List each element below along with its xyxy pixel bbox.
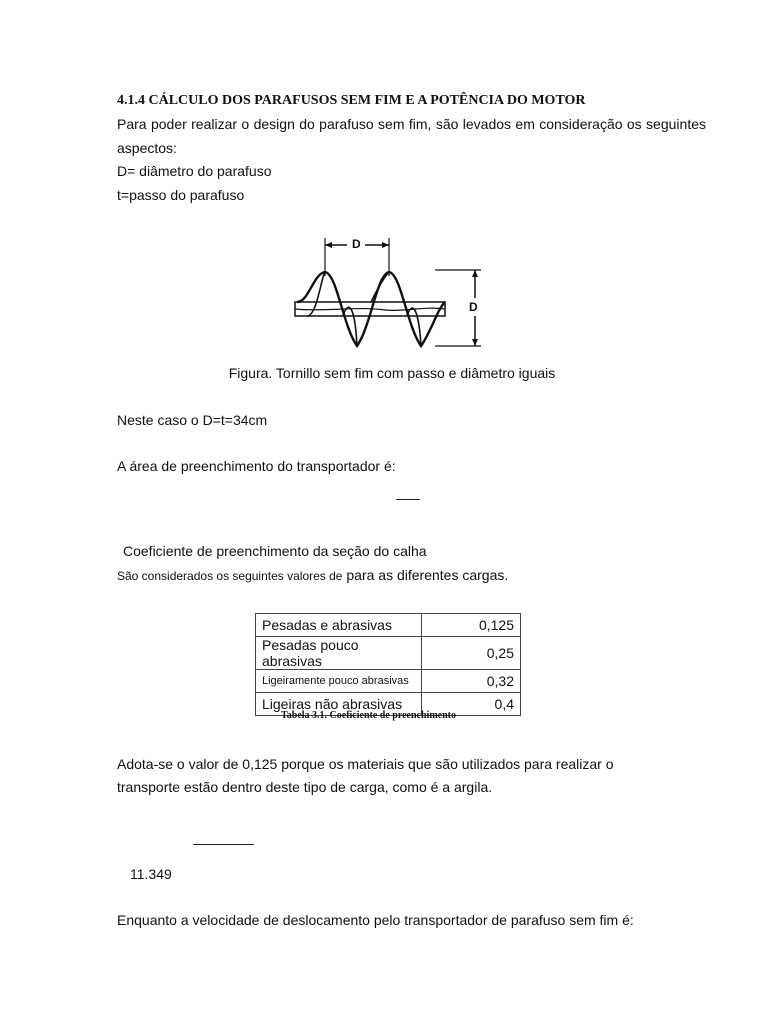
intro-paragraph-line2: aspectos: — [117, 140, 177, 156]
area-text: A área de preenchimento do transportador é: — [117, 458, 396, 474]
case-text: Neste caso o D=t=34cm — [117, 412, 268, 428]
values-sentence-small: São considerados os seguintes valores de — [117, 569, 343, 583]
table-cell-label: Pesadas e abrasivas — [256, 614, 422, 637]
formula-fraction-line-1 — [396, 499, 420, 500]
coefficient-table — [255, 613, 521, 716]
table-cell-value: 0,4 — [422, 693, 521, 716]
figure-label-side: D — [469, 300, 478, 314]
table-caption: Tabela 3.1. Coeficiente de preenchimento — [281, 710, 456, 721]
screw-figure — [285, 236, 495, 355]
definition-diameter: D= diâmetro do parafuso — [117, 163, 272, 179]
formula-fraction-line-2 — [193, 844, 254, 845]
adopt-paragraph-line1: Adota-se o valor de 0,125 porque os materiais que são utilizados para realizar o — [117, 756, 614, 772]
table-row — [256, 670, 521, 693]
values-sentence-normal: para as diferentes cargas. — [346, 567, 509, 583]
table-cell-value: 0,125 — [422, 614, 521, 637]
table-cell-value: 0,32 — [422, 670, 521, 693]
screw-diagram — [285, 236, 495, 352]
figure-caption: Figura. Tornillo sem fim com passo e diâmetro iguais — [228, 365, 556, 381]
table-row — [256, 637, 521, 670]
definition-pitch: t=passo do parafuso — [117, 187, 245, 203]
coefficient-text: Coeficiente de preenchimento da seção do calha — [123, 543, 427, 559]
table-cell-label: Ligeiramente pouco abrasivas — [256, 670, 422, 693]
figure-label-top: D — [352, 237, 361, 251]
table-cell-label: Ligeiras não abrasivas — [256, 693, 422, 716]
adopt-paragraph-line2: transporte estão dentro deste tipo de carga, como é a argila. — [117, 779, 493, 795]
values-sentence — [117, 566, 508, 585]
table-cell-label: Pesadas pouco abrasivas — [256, 637, 422, 670]
intro-paragraph-line1: Para poder realizar o design do parafuso sem fim, são levados em consideração os seguintes — [117, 116, 706, 132]
section-heading: 4.1.4 CÁLCULO DOS PARAFUSOS SEM FIM E A POTÊNCIA DO MOTOR — [117, 93, 586, 108]
table-cell-value: 0,25 — [422, 637, 521, 670]
result-value: 11.349 — [130, 866, 172, 882]
velocity-text: Enquanto a velocidade de deslocamento pelo transportador de parafuso sem fim é: — [117, 912, 634, 928]
table-row — [256, 614, 521, 637]
